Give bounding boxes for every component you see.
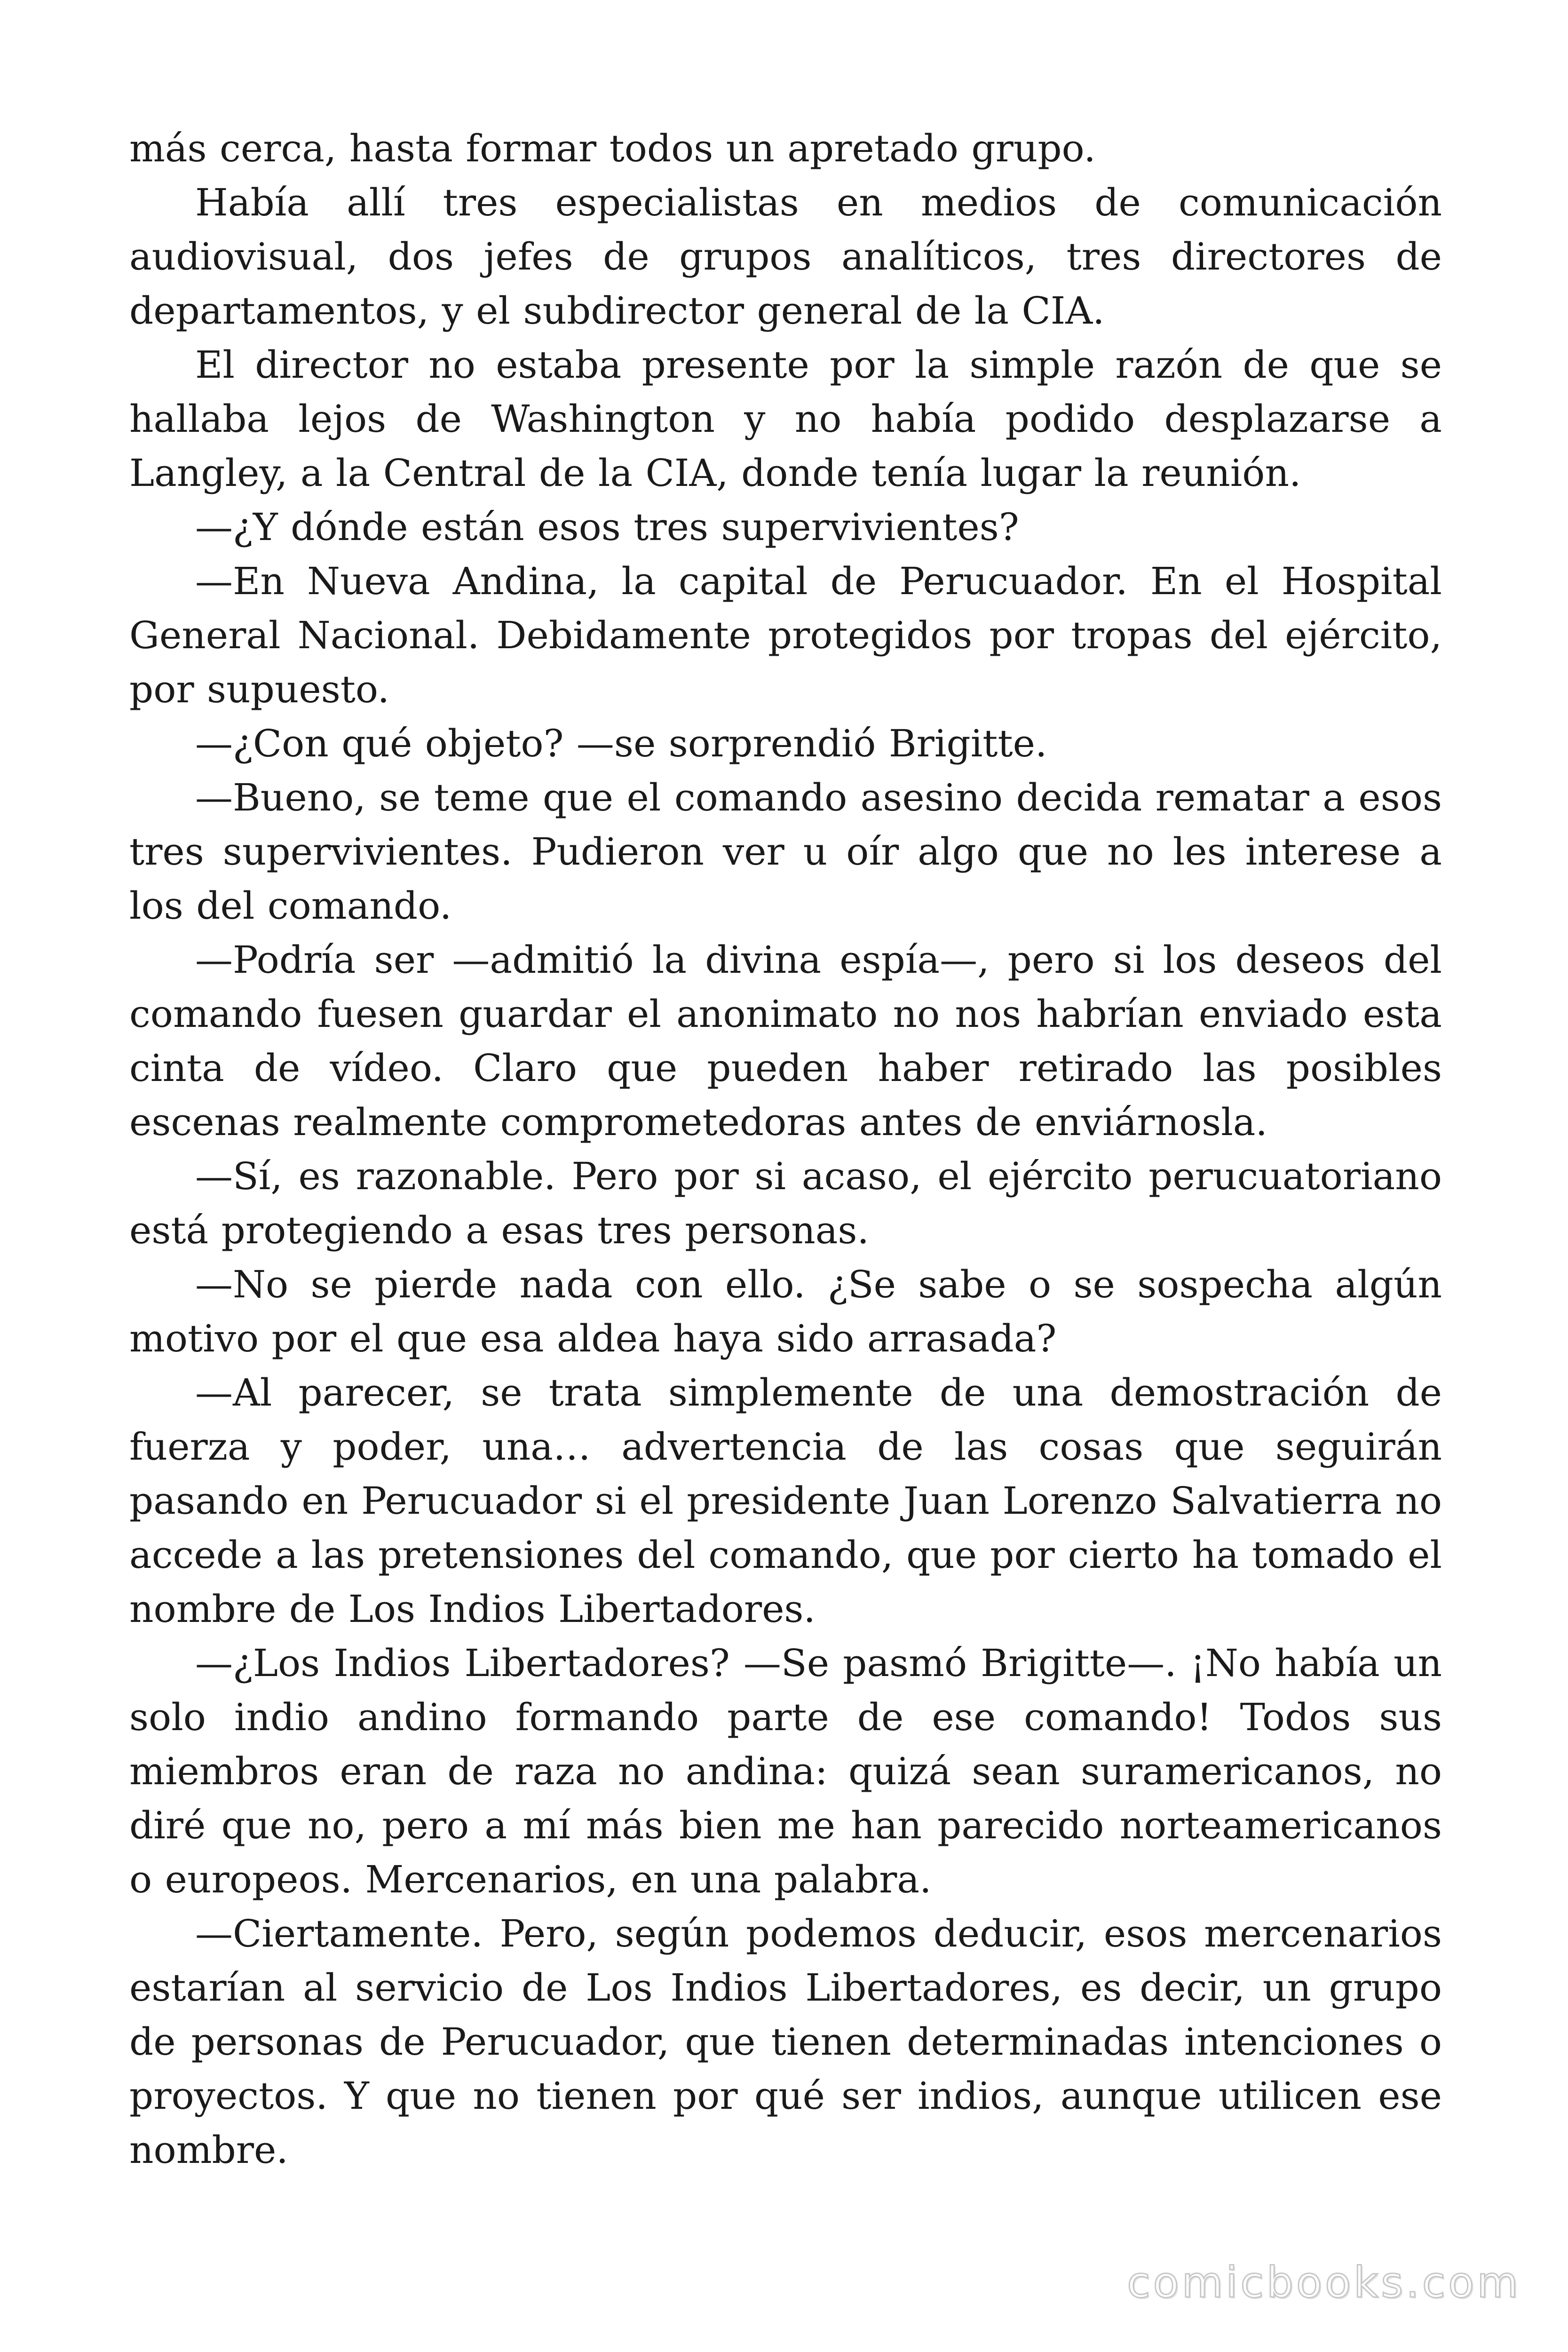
dialogue-line: —Ciertamente. Pero, según podemos deducir, esos mercenarios estarían al servicio de Los Indios Libertadores, es decir, un grupo de personas de Perucuador, que tienen determinadas intenciones o proyectos. Y que no tienen por qué ser indios, aunque utilicen ese nombre. [129, 1912, 1442, 2172]
dialogue-line: —En Nueva Andina, la capital de Perucuador. En el Hospital General Nacional. Debidamente protegidos por tropas del ejército, por supuesto. [129, 559, 1442, 711]
dialogue-line: —Bueno, se teme que el comando asesino decida rematar a esos tres supervivientes. Pudieron ver u oír algo que no les interese a los del comando. [129, 776, 1442, 928]
dialogue-line: —Sí, es razonable. Pero por si acaso, el ejército perucuatoriano está protegiendo a esas tres personas. [129, 1154, 1442, 1252]
paragraph: El director no estaba presente por la simple razón de que se hallaba lejos de Washington y no había podido desplazarse a Langley, a la Central de la CIA, donde tenía lugar la reunión. [129, 343, 1442, 495]
dialogue-line: —Podría ser —admitió la divina espía—, pero si los deseos del comando fuesen guardar el anonimato no nos habrían enviado esta cinta de vídeo. Claro que pueden haber retirado las posibles escenas realmente comprometedoras antes de enviárnosla. [129, 938, 1442, 1144]
dialogue-line: —No se pierde nada con ello. ¿Se sabe o se sospecha algún motivo por el que esa aldea haya sido arrasada? [129, 1263, 1442, 1360]
dialogue-line: —¿Y dónde están esos tres supervivientes? [195, 505, 1019, 549]
dialogue-line: —¿Los Indios Libertadores? —Se pasmó Brigitte—. ¡No había un solo indio andino formando parte de ese comando! Todos sus miembros eran de raza no andina: quizá sean suramericanos, no diré que no, pero a mí más bien me han parecido norteamericanos o europeos. Mercenarios, en una palabra. [129, 1641, 1442, 1901]
watermark: comicbooks.com [1127, 2258, 1521, 2307]
paragraph: Había allí tres especialistas en medios de comunicación audiovisual, dos jefes de grupos analíticos, tres directores de departamentos, y el subdirector general de la CIA. [129, 181, 1442, 333]
dialogue-line: —¿Con qué objeto? —se sorprendió Brigitte. [195, 722, 1047, 765]
book-page-text [129, 121, 1442, 2177]
paragraph-continuation: más cerca, hasta formar todos un apretado grupo. [129, 127, 1096, 170]
dialogue-line: —Al parecer, se trata simplemente de una demostración de fuerza y poder, una… advertencia de las cosas que seguirán pasando en Perucuador si el presidente Juan Lorenzo Salvatierra no accede a las pretensiones del comando, que por cierto ha tomado el nombre de Los Indios Libertadores. [129, 1371, 1442, 1631]
